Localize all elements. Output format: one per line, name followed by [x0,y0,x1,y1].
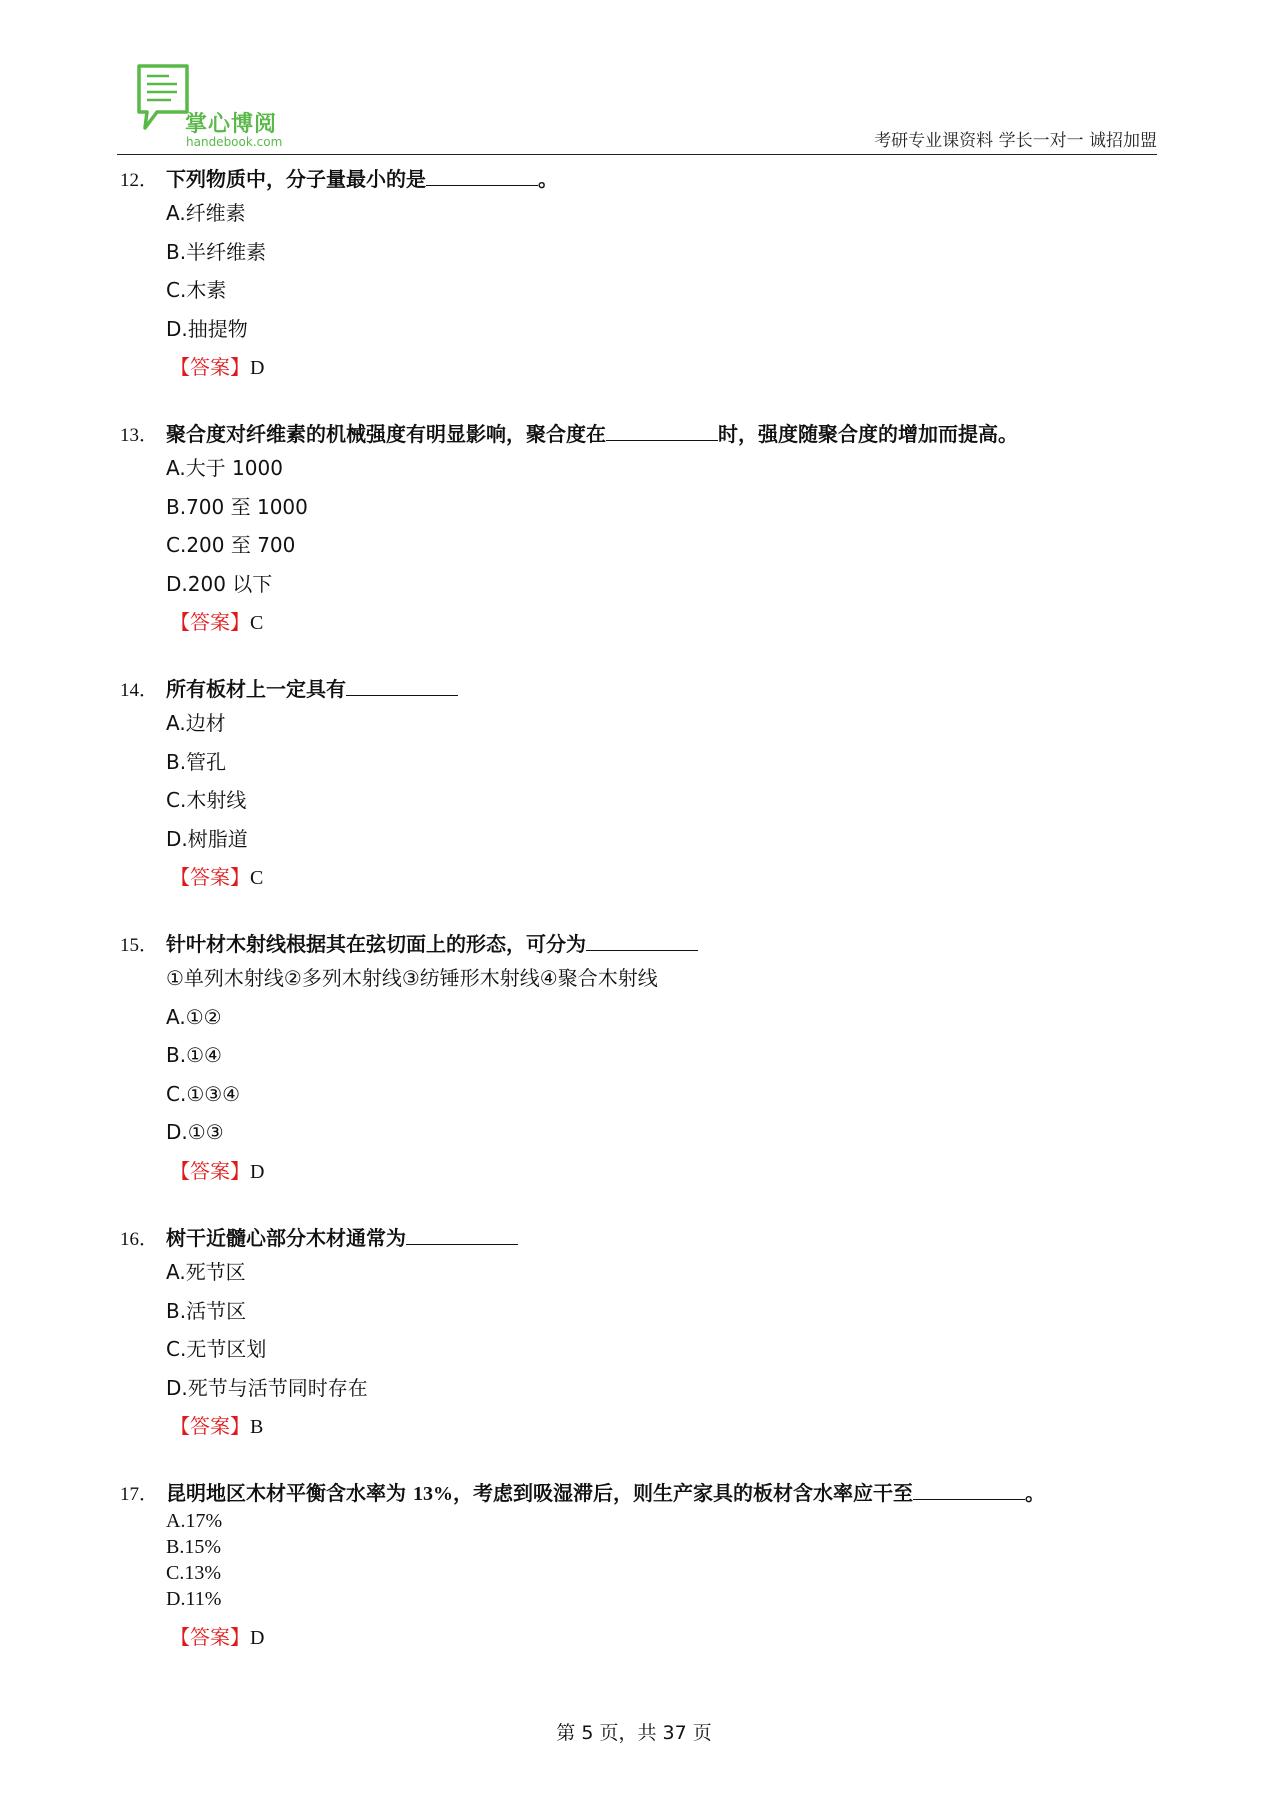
answer-tag: 【答案】 [170,355,250,379]
option-a: A.①② [166,1004,222,1029]
option-c: C.无节区划 [166,1337,267,1361]
stem-text-end: 。 [1024,1481,1045,1505]
option-b: B.活节区 [166,1298,247,1323]
option-b: B.半纤维素 [166,239,267,264]
question-number: 16． [120,1229,159,1250]
option-c: C.木射线 [166,788,247,812]
option-d: D.11% [166,1588,222,1610]
answer-blank [606,422,718,441]
question-stem [120,421,1140,449]
answer-line [170,1407,1140,1447]
option-a: A.纤维素 [166,201,246,225]
question-number: 15． [120,935,159,956]
question-sub-statement: ①单列木射线②多列木射线③纺锤形木射线④聚合木射线 [166,966,658,990]
question-17 [120,1480,1140,1658]
stem-text-mid: ，考虑到吸湿滞后，则生产家具的板材含水率应干至 [452,1481,913,1505]
answer-tag: 【答案】 [170,1625,250,1649]
option-d: D.200 以下 [166,571,273,596]
answer-blank [346,677,458,696]
answer-line [170,1152,1140,1192]
question-stem [120,931,1140,959]
option-b: B.700 至 1000 [166,494,308,519]
question-15 [120,931,1140,1191]
answer-tag: 【答案】 [170,865,250,889]
option-d: D.抽提物 [166,316,248,341]
stem-text: 聚合度对纤维素的机械强度有明显影响，聚合度在 [166,422,606,446]
question-13 [120,421,1140,643]
answer-line [170,1618,1140,1658]
option-d: D.死节与活节同时存在 [166,1375,368,1400]
question-stem [120,166,1140,194]
answer-blank [586,932,698,951]
answer-blank [406,1226,518,1245]
question-number: 17． [120,1484,159,1505]
page-header [117,56,1157,156]
answer-tag: 【答案】 [170,1414,250,1438]
option-c: C.木素 [166,278,227,302]
option-b: B.15% [166,1536,221,1558]
question-stem [120,1225,1140,1253]
answer-value: D [250,1160,265,1183]
question-stem [120,1480,1140,1508]
page-number: 第 5 页，共 37 页 [556,1722,712,1744]
stem-text: 昆明地区木材平衡含水率为 [166,1481,413,1505]
answer-tag: 【答案】 [170,1158,250,1183]
logo-brand-text: 掌心博阅 [185,112,278,137]
answer-value: B [250,1416,264,1438]
option-d: D.树脂道 [166,826,248,851]
option-b: B.管孔 [166,749,227,774]
question-number: 14． [120,680,159,701]
answer-value: D [250,1627,265,1649]
question-14 [120,676,1140,898]
stem-text: 所有板材上一定具有 [166,677,346,701]
stem-percentage: 13% [412,1483,453,1505]
logo-site-text: handebook.com [186,135,283,149]
option-c: C.200 至 700 [166,533,296,557]
option-a: A.边材 [166,711,226,735]
option-c: C.13% [166,1562,221,1584]
header-tagline: 考研专业课资料 学长一对一 诚招加盟 [874,131,1157,151]
question-number: 12． [120,170,159,191]
option-b: B.①④ [166,1043,222,1067]
answer-value: C [250,612,264,634]
answer-line [170,858,1140,898]
handebook-logo [135,62,295,154]
header-divider [117,154,1157,155]
question-number: 13． [120,425,159,446]
question-stem [120,676,1140,704]
answer-value: C [250,867,264,889]
option-a: A.大于 1000 [166,456,283,480]
answer-blank [426,167,538,186]
answer-tag: 【答案】 [170,610,250,634]
answer-value: D [250,357,265,379]
stem-text: 下列物质中，分子量最小的是 [166,167,426,191]
stem-text-end: 。 [538,167,558,191]
stem-text-end: 时，强度随聚合度的增加而提高。 [718,422,1018,446]
option-a: A.17% [166,1510,223,1532]
stem-text: 树干近髓心部分木材通常为 [166,1226,406,1250]
question-12 [120,166,1140,388]
option-a: A.死节区 [166,1260,246,1284]
question-16 [120,1225,1140,1447]
stem-text: 针叶材木射线根据其在弦切面上的形态，可分为 [166,932,586,956]
answer-blank [913,1481,1025,1500]
option-d: D.①③ [166,1120,224,1144]
answer-line [170,603,1140,643]
answer-line [170,348,1140,388]
option-c: C.①③④ [166,1081,241,1106]
